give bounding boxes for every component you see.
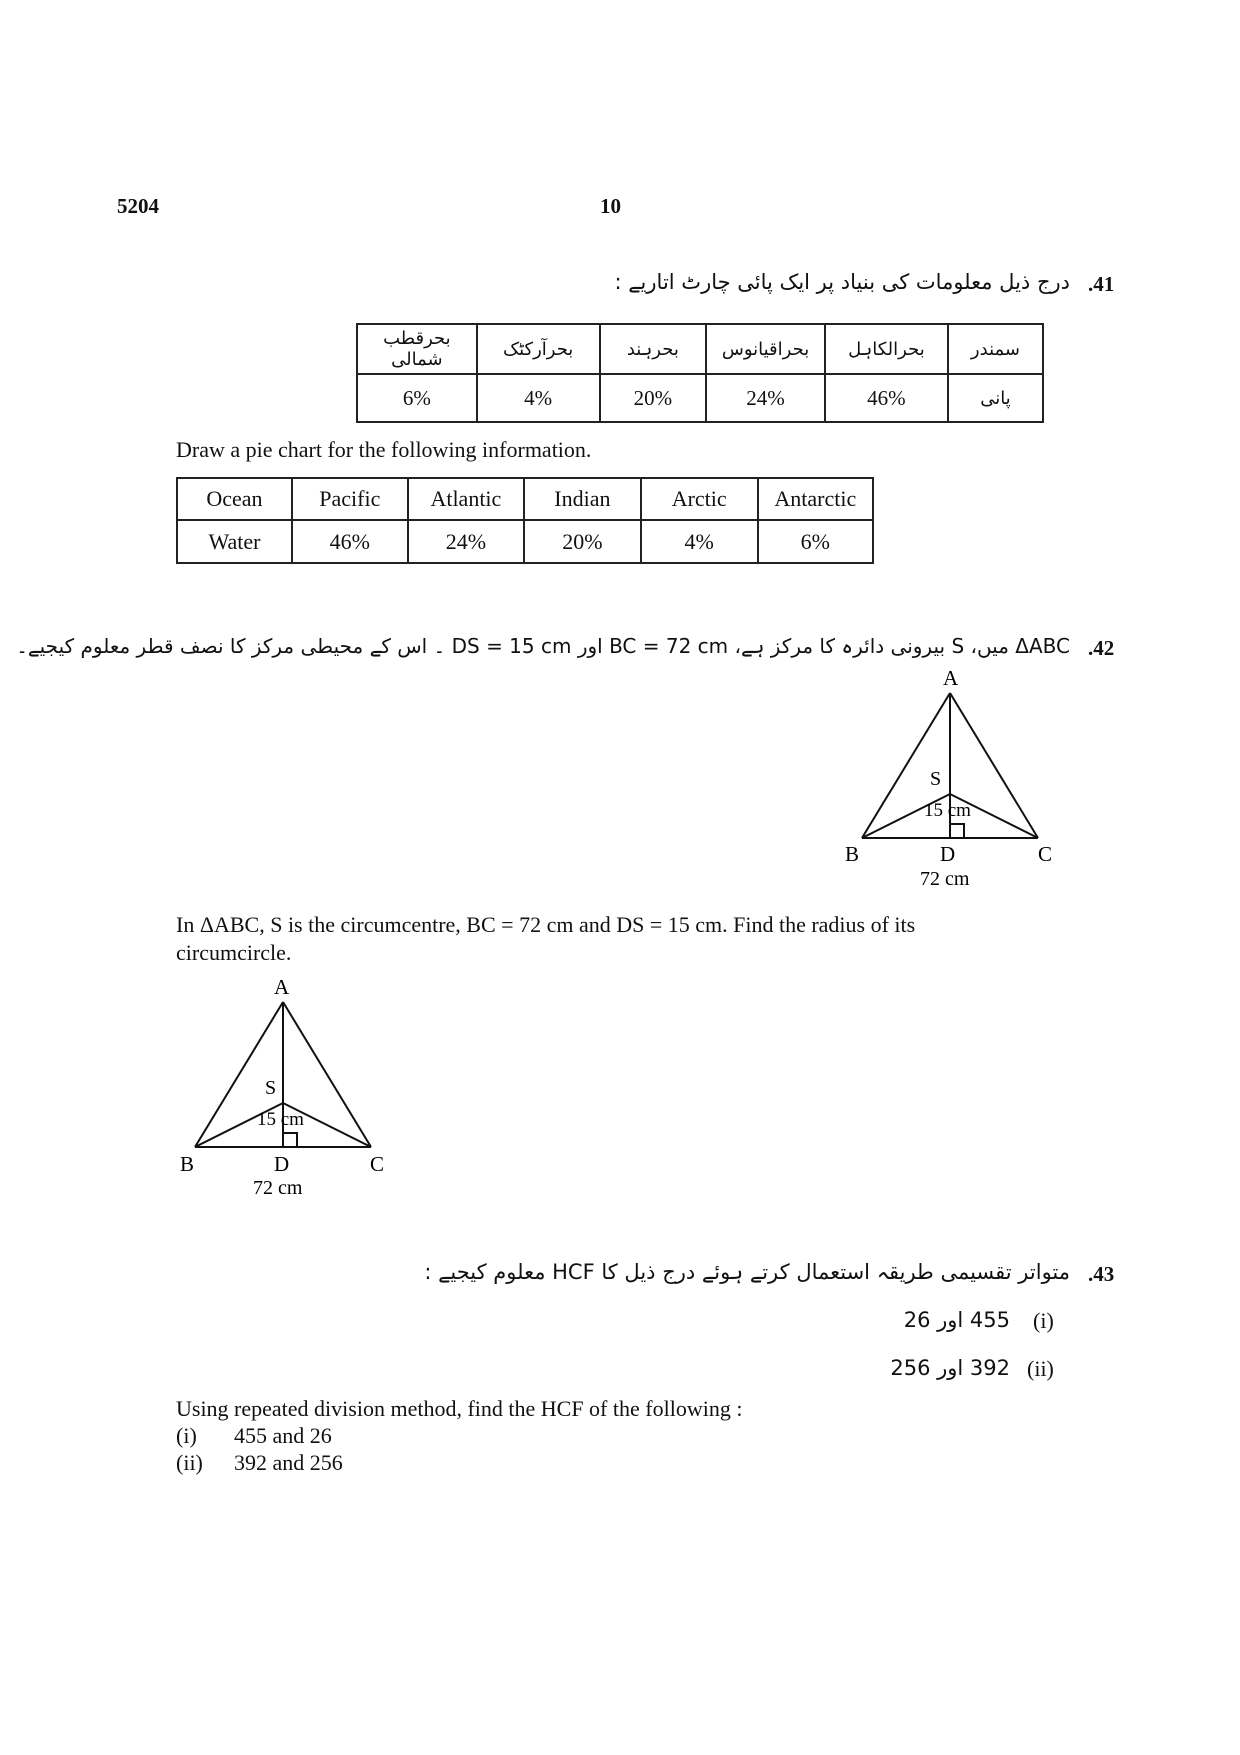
question-41-number: .41: [1088, 272, 1115, 296]
english-table-header-cell: Arctic: [641, 478, 758, 520]
vertex-b-label: B: [845, 842, 860, 866]
english-table-value-cell: 20%: [524, 520, 641, 563]
question-42-english-prompt-line1: In ΔABC, S is the circumcentre, BC = 72 cm and DS = 15 cm. Find the radius of its: [176, 912, 916, 937]
english-table-value-cell: 6%: [758, 520, 873, 563]
ds-length-label: 15 cm: [257, 1109, 304, 1130]
paper-code: 5204: [117, 194, 159, 218]
urdu-table-value-cell: 4%: [477, 374, 600, 422]
urdu-table-value-cell: 46%: [825, 374, 948, 422]
urdu-table-value-cell: 24%: [706, 374, 825, 422]
point-d-label: D: [274, 1152, 290, 1176]
question-43-urdu-prompt: متواتر تقسیمی طریقہ استعمال کرتے ہوئے درج ذیل کا HCF معلوم کیجیے :: [424, 1260, 1070, 1284]
english-table-header-cell: Ocean: [177, 478, 292, 520]
urdu-item-i-text: 455 اور 26: [903, 1308, 1010, 1332]
page-number: 10: [600, 194, 621, 218]
english-table-value-cell: 24%: [408, 520, 524, 563]
english-table-value-cell: Water: [177, 520, 292, 563]
english-table-value-cell: 46%: [292, 520, 408, 563]
english-table-header-cell: Indian: [524, 478, 641, 520]
point-s-label: S: [930, 768, 942, 790]
vertex-a-label: A: [274, 975, 290, 999]
urdu-item-ii-text: 392 اور 256: [890, 1356, 1010, 1380]
question-43-number: .43: [1088, 1262, 1115, 1286]
point-d-label: D: [940, 842, 956, 866]
english-item-i-label: (i): [176, 1423, 197, 1448]
point-s-label: S: [265, 1077, 277, 1099]
ds-length-label: 15 cm: [924, 800, 971, 821]
urdu-table-header-cell: بحراقیانوس: [706, 324, 825, 374]
vertex-a-label: A: [943, 666, 959, 690]
english-table-header-cell: Atlantic: [408, 478, 524, 520]
bc-length-label: 72 cm: [253, 1177, 303, 1199]
urdu-table-header-cell: بحرالکاہل: [825, 324, 948, 374]
urdu-table-value-cell: پانی: [948, 374, 1043, 422]
vertex-b-label: B: [180, 1152, 195, 1176]
bc-length-label: 72 cm: [920, 868, 970, 890]
english-item-ii-text: 392 and 256: [234, 1450, 343, 1475]
english-ocean-table: [176, 477, 874, 564]
triangle-figure-urdu: [840, 663, 1070, 893]
english-item-ii-label: (ii): [176, 1450, 203, 1475]
english-table-header-row: [177, 478, 873, 520]
urdu-table-header-row: [357, 324, 1043, 374]
vertex-c-label: C: [1038, 842, 1053, 866]
english-table-value-row: [177, 520, 873, 563]
urdu-table-header-cell: سمندر: [948, 324, 1043, 374]
urdu-table-value-cell: 20%: [600, 374, 707, 422]
question-41-english-prompt: Draw a pie chart for the following information.: [176, 437, 592, 462]
urdu-ocean-table: [356, 323, 1044, 423]
question-42-number: .42: [1088, 636, 1115, 660]
urdu-table-value-row: [357, 374, 1043, 422]
right-angle-mark: [950, 824, 964, 838]
urdu-item-ii-label: (ii): [1027, 1356, 1054, 1381]
english-table-value-cell: 4%: [641, 520, 758, 563]
vertex-c-label: C: [370, 1152, 385, 1176]
urdu-table-header-cell: بحرقطب شمالی: [357, 324, 477, 374]
urdu-table-header-cell: بحرآرکٹک: [477, 324, 600, 374]
english-item-i-text: 455 and 26: [234, 1423, 332, 1448]
urdu-item-i-label: (i): [1033, 1308, 1054, 1333]
question-42-urdu-prompt: ΔABC میں، S بیرونی دائرہ کا مرکز ہے، BC = 72 cm اور DS = 15 cm ۔ اس کے محیطی مرکز کا نصف قطر معلوم کیجیے۔: [16, 634, 1070, 658]
english-table-header-cell: Antarctic: [758, 478, 873, 520]
urdu-table-header-cell: بحرہند: [600, 324, 707, 374]
english-table-header-cell: Pacific: [292, 478, 408, 520]
right-angle-mark: [283, 1133, 297, 1147]
question-43-english-prompt: Using repeated division method, find the HCF of the following :: [176, 1396, 743, 1421]
triangle-figure-english: [170, 972, 400, 1202]
urdu-table-value-cell: 6%: [357, 374, 477, 422]
question-41-urdu-prompt: درج ذیل معلومات کی بنیاد پر ایک پائی چارٹ اتاریے :: [614, 270, 1070, 294]
question-42-english-prompt-line2: circumcircle.: [176, 940, 292, 965]
